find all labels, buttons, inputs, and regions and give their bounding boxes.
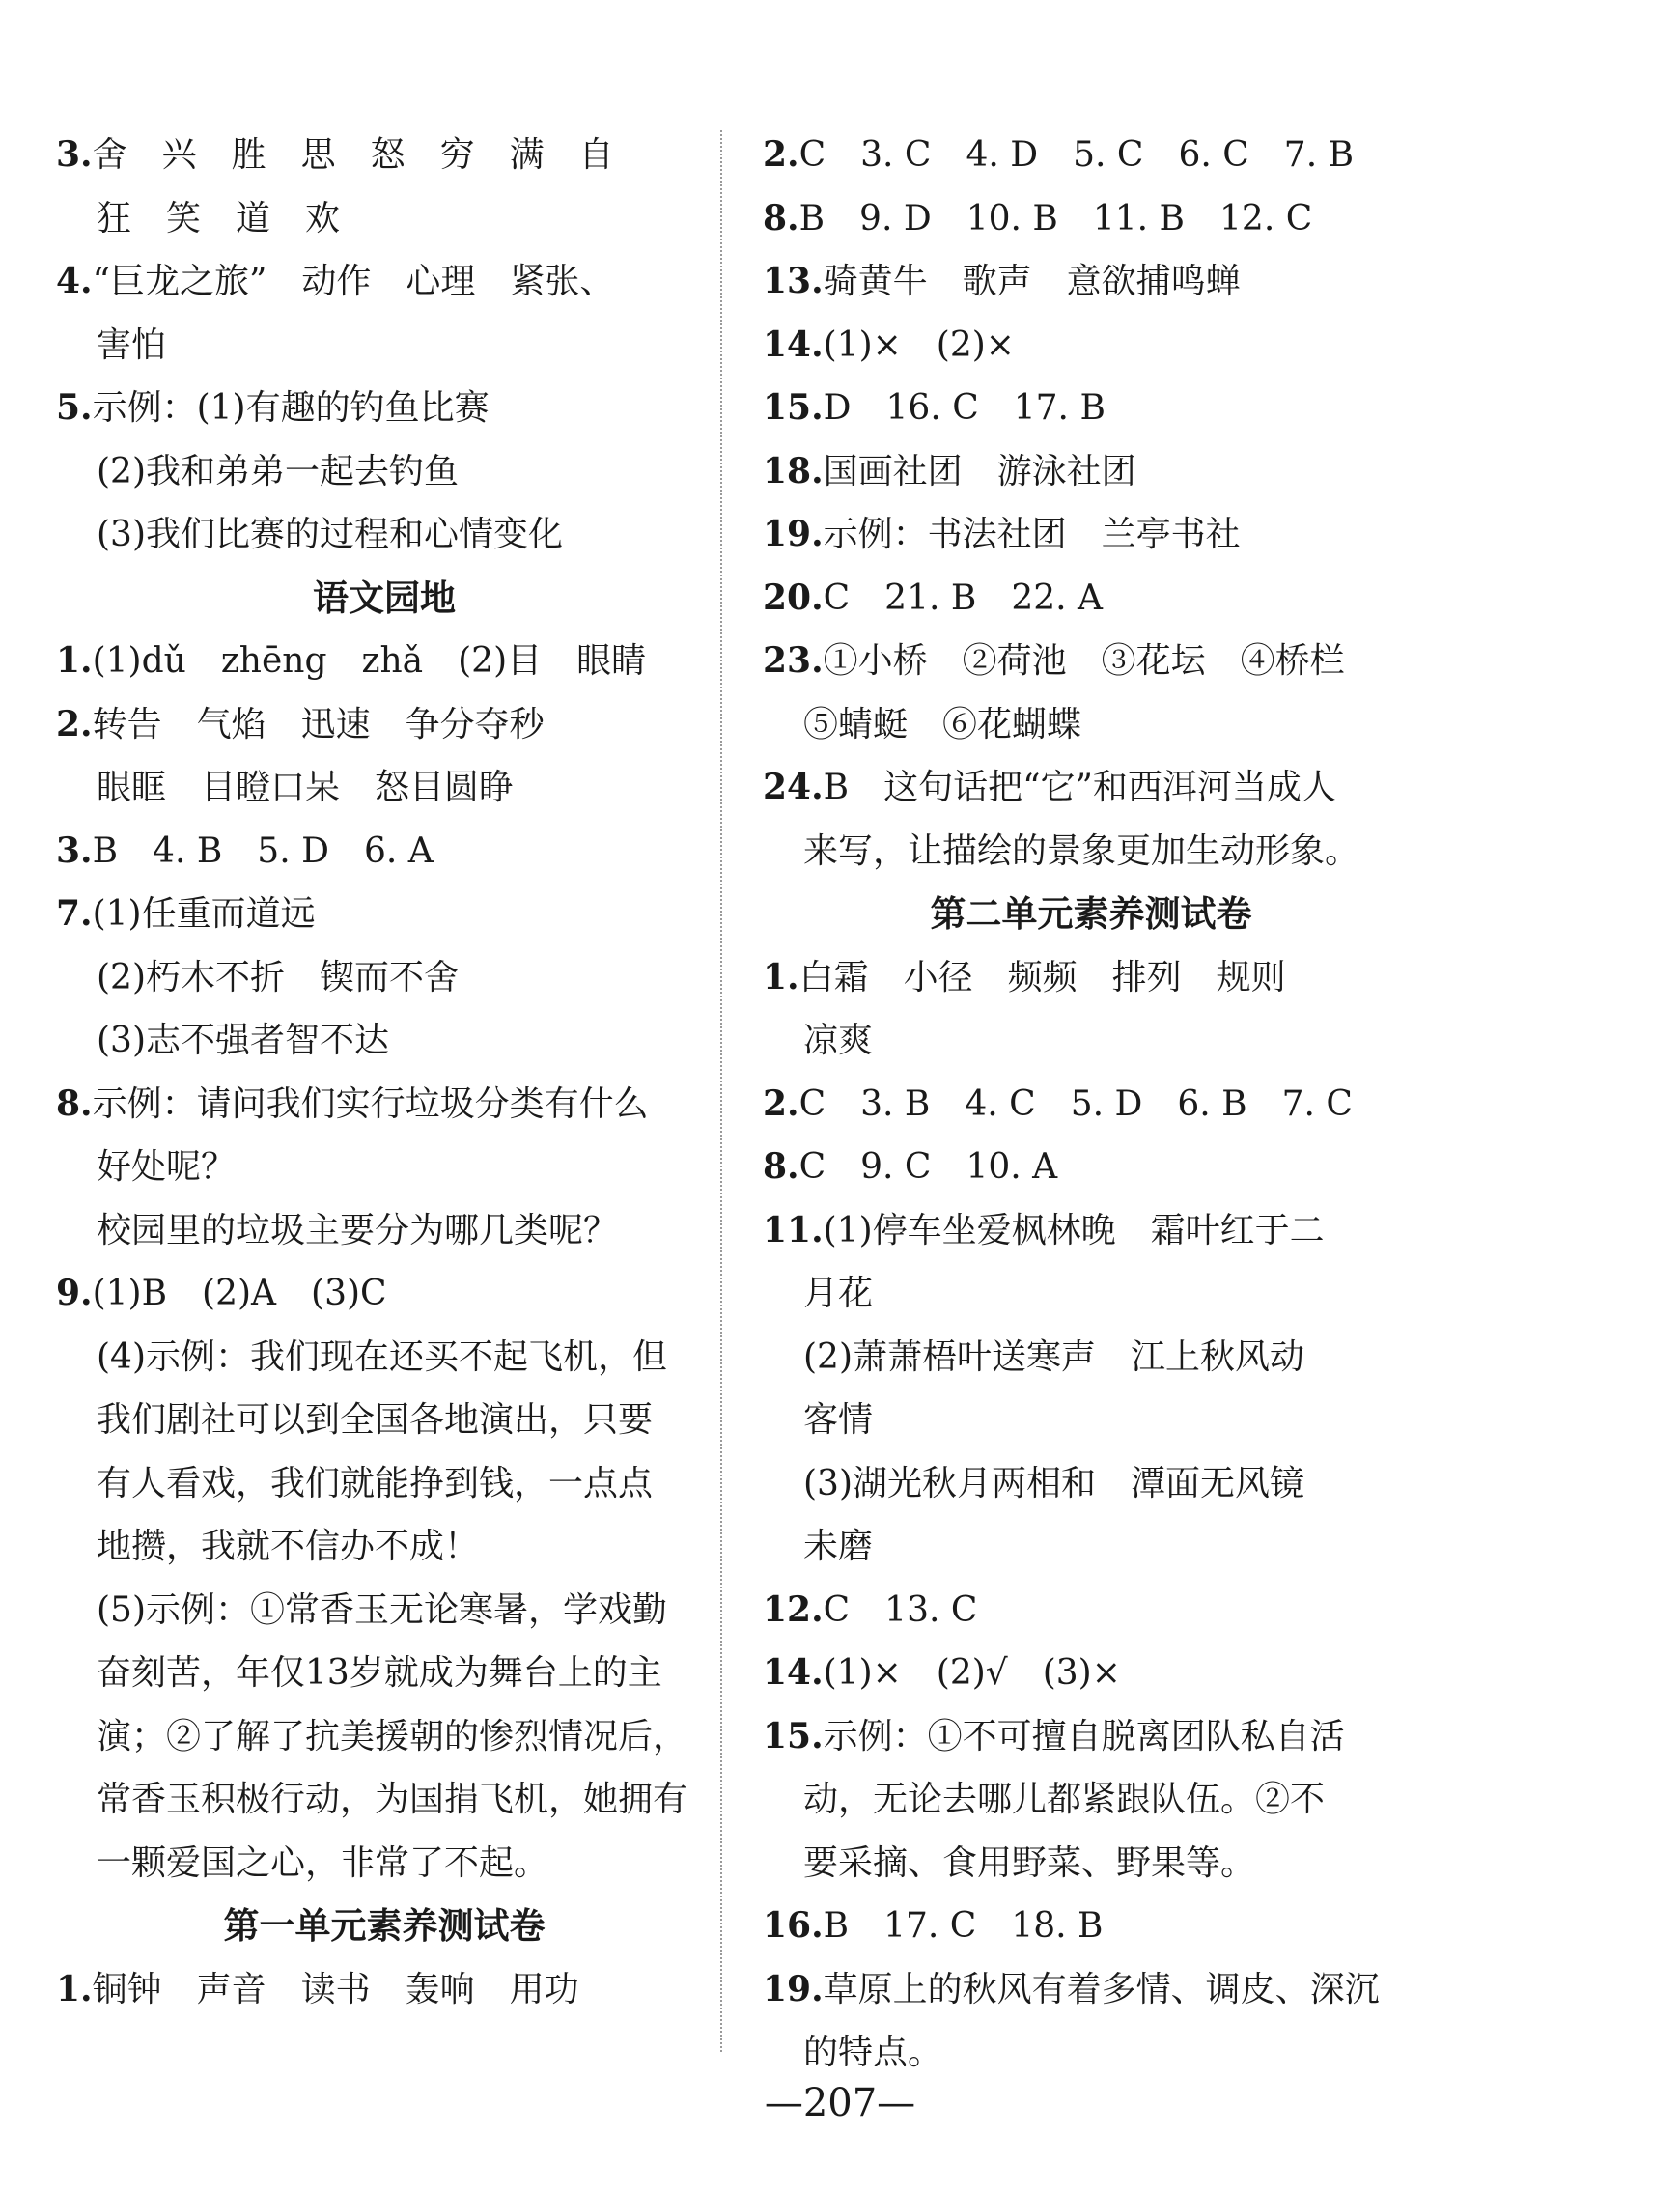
answer-text: 客情 — [803, 1400, 874, 1440]
answer-text: 示例：(1)有趣的钓鱼比赛 — [92, 388, 490, 428]
question-number: 8. — [56, 1082, 93, 1124]
answer-continuation — [763, 1009, 1419, 1073]
answer-text: 一颗爱国之心，非常了不起。 — [97, 1842, 549, 1883]
question-number: 16. — [763, 1905, 824, 1946]
answer-text: (1)× (2)√ (3)× — [823, 1653, 1121, 1693]
answer-continuation — [763, 1389, 1419, 1452]
answer-continuation — [56, 946, 713, 1010]
answer-continuation — [763, 1515, 1419, 1579]
question-number: 2. — [56, 703, 93, 744]
answer-item — [763, 503, 1419, 567]
answer-text: “巨龙之旅” 动作 心理 紧张、 — [92, 262, 615, 301]
answer-item — [763, 187, 1419, 251]
answer-text: C 3. C 4. D 5. C 6. C 7. B — [798, 135, 1355, 175]
answer-text: (1)B (2)A (3)C — [92, 1274, 387, 1313]
answer-continuation — [56, 1579, 713, 1643]
question-number: 14. — [763, 1652, 824, 1693]
answer-text: 狂 笑 道 欢 — [97, 198, 341, 239]
answer-text: (5)示例：①常香玉无论寒暑，学戏勤 — [97, 1589, 667, 1630]
answer-text: (2)我和弟弟一起去钓鱼 — [97, 451, 459, 492]
answer-continuation — [56, 1832, 713, 1896]
answer-text: (1)停车坐爱枫林晚 霜叶红于二 — [823, 1210, 1325, 1250]
answer-item — [56, 883, 713, 946]
question-number: 15. — [763, 1715, 824, 1756]
answer-continuation — [56, 1389, 713, 1452]
answer-continuation — [56, 503, 713, 567]
answer-item — [56, 1262, 713, 1326]
right-column — [763, 124, 1419, 2085]
answer-continuation — [763, 693, 1419, 757]
answer-item — [763, 1895, 1419, 1958]
answer-text: B 这句话把“它”和西洱河当成人 — [823, 768, 1336, 807]
answer-text: 铜钟 声音 读书 轰响 用功 — [92, 1969, 579, 2009]
answer-continuation — [56, 1768, 713, 1832]
answer-text: 舍 兴 胜 思 怒 穷 满 自 — [92, 135, 614, 175]
answer-continuation — [56, 187, 713, 251]
answer-item — [763, 756, 1419, 820]
answer-text: (1)× (2)× — [823, 324, 1015, 365]
answer-text: C 13. C — [823, 1589, 978, 1630]
answer-continuation — [763, 1326, 1419, 1390]
answer-text: 我们剧社可以到全国各地演出，只要 — [97, 1400, 654, 1440]
question-number: 3. — [56, 829, 93, 871]
question-number: 19. — [763, 514, 824, 554]
section-heading: 语文园地 — [313, 576, 456, 619]
question-number: 3. — [56, 134, 93, 175]
section-heading: 第一单元素养测试卷 — [223, 1904, 546, 1947]
question-number: 4. — [56, 261, 93, 301]
question-number: 8. — [763, 1146, 799, 1187]
answer-item — [763, 1579, 1419, 1643]
answer-item — [56, 1073, 713, 1137]
answer-text: 国画社团 游泳社团 — [823, 451, 1136, 492]
answer-text: 要采摘、食用野菜、野果等。 — [803, 1842, 1256, 1883]
answer-item — [763, 567, 1419, 631]
question-number: 5. — [56, 387, 93, 428]
question-number: 15. — [763, 387, 824, 428]
answer-text: B 9. D 10. B 11. B 12. C — [798, 198, 1313, 239]
answer-text: C 9. C 10. A — [798, 1147, 1058, 1187]
answer-item — [56, 630, 713, 693]
answer-text: 的特点。 — [803, 2033, 943, 2072]
answer-text: 害怕 — [97, 324, 167, 365]
answer-text: B 17. C 18. B — [823, 1906, 1104, 1946]
question-number: 19. — [763, 1968, 824, 2009]
left-column — [56, 124, 713, 2021]
answer-item — [763, 250, 1419, 314]
answer-item — [763, 124, 1419, 187]
answer-continuation — [763, 1832, 1419, 1896]
answer-text: 草原上的秋风有着多情、调皮、深沉 — [823, 1969, 1380, 2009]
question-number: 1. — [56, 640, 93, 681]
answer-text: ⑤蜻蜓 ⑥花蝴蝶 — [803, 704, 1082, 744]
answer-item — [56, 377, 713, 440]
answer-text: (3)我们比赛的过程和心情变化 — [97, 515, 563, 554]
section-heading: 第二单元素养测试卷 — [930, 892, 1252, 935]
column-divider — [720, 130, 722, 2052]
answer-continuation — [56, 314, 713, 378]
question-number: 14. — [763, 323, 824, 365]
answer-item — [763, 314, 1419, 378]
answer-continuation — [56, 1515, 713, 1579]
question-number: 7. — [56, 893, 93, 934]
answer-continuation — [763, 820, 1419, 884]
answer-text: 校园里的垃圾主要分为哪几类呢？ — [97, 1210, 619, 1250]
answer-text: 常香玉积极行动，为国捐飞机，她拥有 — [97, 1780, 688, 1819]
answer-item — [56, 693, 713, 757]
answer-continuation — [763, 1452, 1419, 1516]
answer-text: (3)湖光秋月两相和 潭面无风镜 — [803, 1463, 1304, 1503]
question-number: 2. — [763, 134, 799, 175]
answer-item — [763, 1642, 1419, 1705]
answer-text: B 4. B 5. D 6. A — [92, 830, 434, 871]
answer-item — [763, 946, 1419, 1010]
answer-text: 示例：①不可擅自脱离团队私自活 — [823, 1716, 1345, 1756]
answer-item — [56, 1958, 713, 2022]
answer-item — [763, 1073, 1419, 1137]
question-number: 24. — [763, 767, 824, 807]
answer-continuation — [763, 2021, 1419, 2085]
answer-item — [763, 1199, 1419, 1263]
answer-text: (2)萧萧梧叶送寒声 江上秋风动 — [803, 1336, 1304, 1377]
answer-text: (1)dǔ zhēng zhǎ (2)目 眼睛 — [92, 641, 647, 681]
answer-continuation — [56, 1452, 713, 1516]
answer-continuation — [56, 1705, 713, 1769]
answer-text: 示例：书法社团 兰亭书社 — [823, 515, 1241, 554]
answer-item — [763, 1136, 1419, 1199]
answer-text: 转告 气焰 迅速 争分夺秒 — [92, 704, 545, 744]
answer-continuation — [56, 756, 713, 820]
answer-text: 有人看戏，我们就能挣到钱，一点点 — [97, 1463, 654, 1503]
answer-continuation — [56, 1642, 713, 1705]
answer-text: (3)志不强者智不达 — [97, 1021, 389, 1060]
answer-item — [763, 440, 1419, 504]
answer-text: 凉爽 — [803, 1021, 874, 1060]
answer-continuation — [56, 440, 713, 504]
answer-text: 演；②了解了抗美援朝的惨烈情况后， — [97, 1716, 688, 1756]
answer-text: C 3. B 4. C 5. D 6. B 7. C — [798, 1083, 1353, 1124]
question-number: 18. — [763, 450, 824, 492]
answer-text: 白霜 小径 频频 排列 规则 — [798, 957, 1286, 997]
answer-text: (2)朽木不折 锲而不舍 — [97, 957, 459, 997]
answer-text: (4)示例：我们现在还买不起飞机，但 — [97, 1336, 667, 1377]
question-number: 8. — [763, 197, 799, 239]
answer-text: (1)任重而道远 — [92, 894, 316, 934]
answer-continuation — [56, 1199, 713, 1263]
answer-text: 来写，让描绘的景象更加生动形象。 — [803, 830, 1360, 871]
answer-item — [56, 124, 713, 187]
question-number: 11. — [763, 1209, 824, 1250]
answer-text: 月花 — [803, 1274, 874, 1313]
page-number: —207— — [764, 2081, 916, 2125]
answer-text: 好处呢？ — [97, 1147, 237, 1187]
answer-item — [56, 820, 713, 884]
answer-text: 示例：请问我们实行垃圾分类有什么 — [92, 1083, 649, 1124]
question-number: 1. — [56, 1968, 93, 2009]
answer-text: D 16. C 17. B — [823, 388, 1106, 428]
answer-continuation — [56, 1136, 713, 1199]
answer-text: 奋刻苦，年仅13岁就成为舞台上的主 — [97, 1653, 662, 1693]
answer-item — [763, 1958, 1419, 2022]
question-number: 20. — [763, 576, 824, 618]
answer-continuation — [763, 1768, 1419, 1832]
answer-continuation — [763, 1262, 1419, 1326]
answer-text: 眼眶 目瞪口呆 怒目圆睁 — [97, 768, 515, 807]
answer-item — [763, 377, 1419, 440]
answer-item — [763, 630, 1419, 693]
answer-continuation — [56, 1009, 713, 1073]
answer-text: C 21. B 22. A — [823, 577, 1104, 618]
answer-continuation — [56, 1326, 713, 1390]
answer-text: 动，无论去哪儿都紧跟队伍。②不 — [803, 1780, 1326, 1819]
answer-text: 地攒，我就不信办不成！ — [97, 1527, 480, 1566]
question-number: 12. — [763, 1588, 824, 1630]
question-number: 2. — [763, 1082, 799, 1124]
answer-text: 骑黄牛 歌声 意欲捕鸣蝉 — [823, 262, 1241, 301]
answer-text: ①小桥 ②荷池 ③花坛 ④桥栏 — [823, 641, 1345, 681]
question-number: 13. — [763, 261, 824, 301]
question-number: 1. — [763, 956, 799, 997]
question-number: 9. — [56, 1273, 93, 1313]
answer-item — [763, 1705, 1419, 1769]
answer-text: 未磨 — [803, 1527, 874, 1566]
answer-item — [56, 250, 713, 314]
question-number: 23. — [763, 640, 824, 681]
